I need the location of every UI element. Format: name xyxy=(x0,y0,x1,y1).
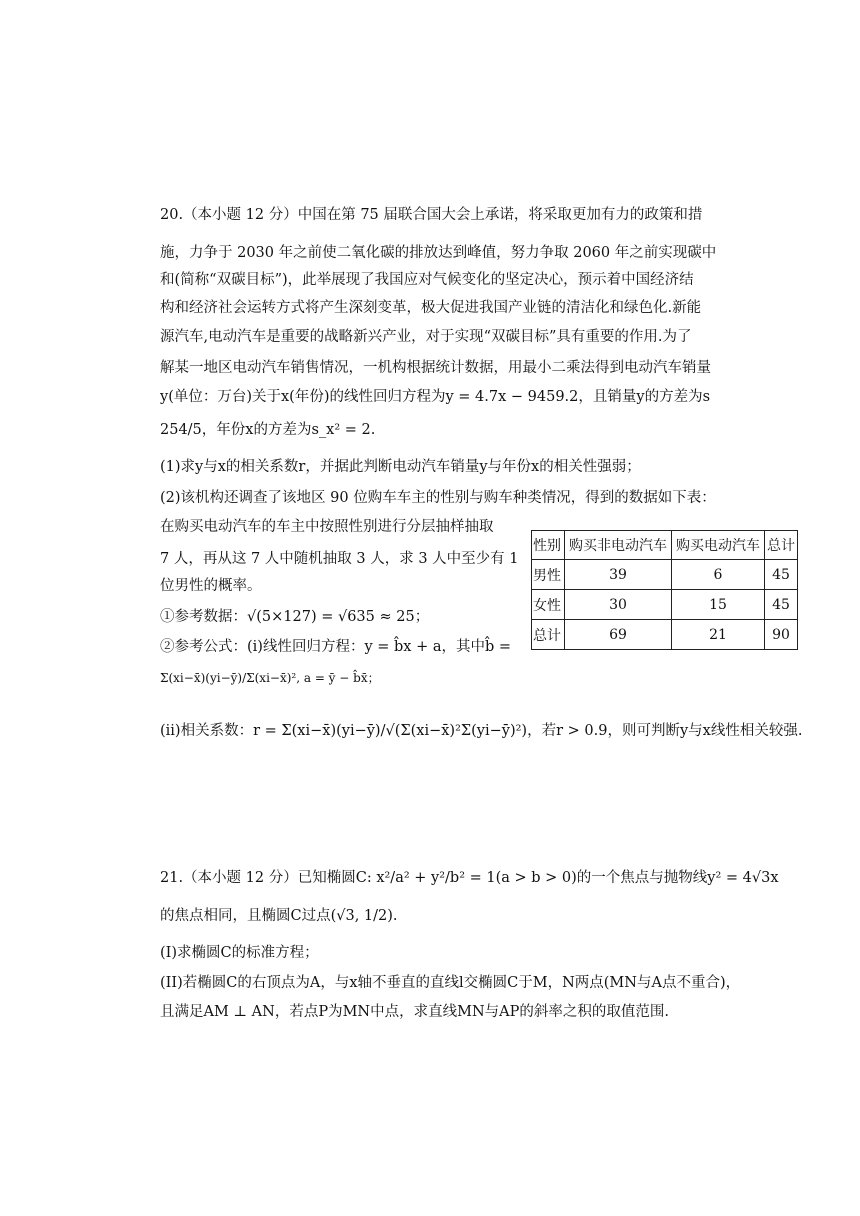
problem-20-line-6: 解某一地区电动汽车销售情况，一机构根据统计数据，用最小二乘法得到电动汽车销量 xyxy=(160,360,711,376)
table-cell: 69 xyxy=(565,620,672,650)
table-cell: 6 xyxy=(672,560,765,590)
problem-21-line-2: 的焦点相同，且椭圆C过点(√3, 1/2). xyxy=(160,908,398,924)
table-row xyxy=(532,560,798,590)
problem-20-line-7: y(单位：万台)关于x(年份)的线性回归方程为y = 4.7x − 9459.2，且销量y的方差为s xyxy=(160,389,711,405)
table-cell: 90 xyxy=(765,620,798,650)
table-row xyxy=(532,590,798,620)
table-header-cell: 性别 xyxy=(532,531,565,560)
table-row xyxy=(532,620,798,650)
problem-20-line-8: 254/5，年份x的方差为s_x² = 2. xyxy=(160,422,376,438)
table-cell: 45 xyxy=(765,590,798,620)
survey-table xyxy=(531,530,798,650)
question-20-1: (1)求y与x的相关系数r，并据此判断电动汽车销量y与年份x的相关性强弱； xyxy=(160,459,641,475)
table-header-cell: 购买非电动汽车 xyxy=(565,531,672,560)
question-21-2: (II)若椭圆C的右顶点为A，与x轴不垂直的直线l交椭圆C于M，N两点(MN与A点不重合)， xyxy=(160,975,741,991)
reference-formula: ②参考公式：(i)线性回归方程：y = b̂x + a，其中b̂ = xyxy=(160,639,512,655)
question-21-1: (I)求椭圆C的标准方程； xyxy=(160,945,319,961)
question-20-2-line-b: 7 人，再从这 7 人中随机抽取 3 人，求 3 人中至少有 1 xyxy=(160,551,519,567)
problem-20-line-4: 构和经济社会运转方式将产生深刻变革，极大促进我国产业链的清洁化和绿色化.新能 xyxy=(160,300,702,316)
question-20-2-line-a: 在购买电动汽车的车主中按照性别进行分层抽样抽取 xyxy=(160,519,494,535)
problem-21-line-1: 21.（本小题 12 分）已知椭圆C: x²/a² + y²/b² = 1(a > b > 0)的一个焦点与抛物线y² = 4√3x xyxy=(160,870,779,886)
problem-20-line-3: 和(简称“双碳目标”)，此举展现了我国应对气候变化的坚定决心，预示着中国经济结 xyxy=(160,272,694,288)
table-cell: 15 xyxy=(672,590,765,620)
question-21-3: 且满足AM ⊥ AN，若点P为MN中点，求直线MN与AP的斜率之积的取值范围. xyxy=(160,1004,669,1020)
table-cell: 男性 xyxy=(532,560,565,590)
problem-20-line-2: 施，力争于 2030 年之前使二氧化碳的排放达到峰值，努力争取 2060 年之前实现碳中 xyxy=(160,245,717,261)
reference-formula-b-hat: Σ(xi−x̄)(yi−ȳ)/Σ(xi−x̄)², a = ȳ − b̂x̄； xyxy=(160,671,380,685)
table-cell: 21 xyxy=(672,620,765,650)
table-cell: 45 xyxy=(765,560,798,590)
question-20-2: (2)该机构还调查了该地区 90 位购车车主的性别与购车种类情况，得到的数据如下表： xyxy=(160,490,716,506)
question-20-2-line-c: 位男性的概率。 xyxy=(160,578,262,594)
table-cell: 女性 xyxy=(532,590,565,620)
problem-20-line-5: 源汽车,电动汽车是重要的战略新兴产业，对于实现“双碳目标”具有重要的作用.为了 xyxy=(160,329,692,345)
reference-correlation: (ii)相关系数：r = Σ(xi−x̄)(yi−ȳ)/√(Σ(xi−x̄)²Σ(yi−ȳ)²)，若r > 0.9，则可判断y与x线性相关较强. xyxy=(160,723,803,739)
table-cell: 总计 xyxy=(532,620,565,650)
problem-20-line-1: 20.（本小题 12 分）中国在第 75 届联合国大会上承诺，将采取更加有力的政策和措 xyxy=(160,207,703,223)
table-header-cell: 总计 xyxy=(765,531,798,560)
table-cell: 39 xyxy=(565,560,672,590)
table-cell: 30 xyxy=(565,590,672,620)
reference-data: ①参考数据：√(5×127) = √635 ≈ 25； xyxy=(160,609,430,625)
table-header-cell: 购买电动汽车 xyxy=(672,531,765,560)
table-header-row xyxy=(532,531,798,560)
